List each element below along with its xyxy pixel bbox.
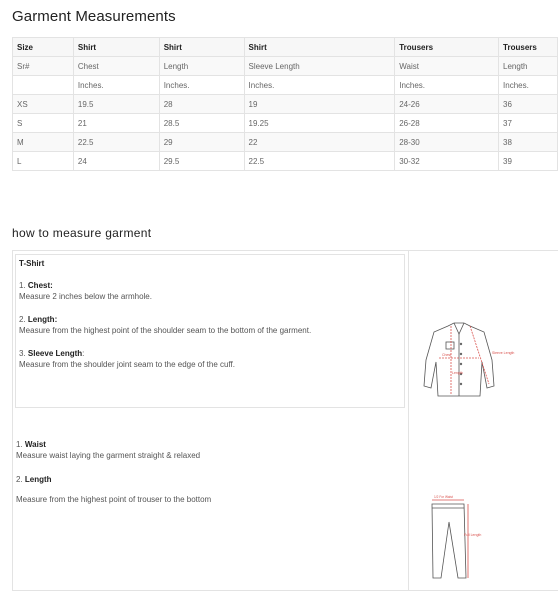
length-label: Length	[452, 371, 463, 375]
table-cell: L	[13, 152, 74, 171]
column-divider	[408, 250, 409, 591]
table-cell: 29	[159, 133, 244, 152]
table-cell: 37	[499, 114, 558, 133]
step-label-suffix: :	[82, 349, 85, 358]
header-cell: Trousers	[395, 38, 499, 57]
tshirt-step-sleeve	[19, 348, 235, 370]
table-cell: XS	[13, 95, 74, 114]
header-cell: Shirt	[159, 38, 244, 57]
step-description: Measure from the highest point of the shoulder seam to the bottom of the garment.	[19, 326, 312, 335]
size-chart-table	[12, 37, 558, 171]
sleeve-length-label: Sleeve Length	[492, 351, 515, 355]
step-label: Waist	[24, 440, 46, 449]
tshirt-step-length	[19, 314, 311, 336]
table-cell: Inches.	[159, 76, 244, 95]
table-header-row	[13, 38, 558, 57]
table-cell: Inches.	[499, 76, 558, 95]
step-number: 1.	[19, 281, 26, 290]
table-cell: 22	[244, 133, 395, 152]
table-cell: 29.5	[159, 152, 244, 171]
table-cell: 22.5	[73, 133, 159, 152]
page-title: Garment Measurements	[12, 8, 176, 25]
step-description: Measure 2 inches below the armhole.	[19, 292, 152, 301]
step-number: 2.	[19, 315, 26, 324]
table-row	[13, 114, 558, 133]
table-row	[13, 76, 558, 95]
table-cell: 24-26	[395, 95, 499, 114]
tshirt-step-chest	[19, 280, 152, 302]
trouser-measure-illustration	[424, 494, 484, 580]
table-cell: 28	[159, 95, 244, 114]
step-label: Length:	[27, 315, 58, 324]
step-number: 3.	[19, 349, 26, 358]
header-cell: Shirt	[244, 38, 395, 57]
step-label: Sleeve Length	[27, 349, 83, 358]
step-description: Measure waist laying the garment straight & relaxed	[16, 451, 201, 460]
measure-guide-heading: how to measure garment	[12, 226, 152, 240]
header-cell: Trousers	[499, 38, 558, 57]
step-number: 2.	[16, 475, 23, 484]
table-cell: Sr#	[13, 57, 74, 76]
table-row	[13, 95, 558, 114]
table-cell: Inches.	[73, 76, 159, 95]
table-cell: 36	[499, 95, 558, 114]
step-label: Length	[24, 475, 52, 484]
table-cell: 28.5	[159, 114, 244, 133]
shirt-measure-illustration	[414, 320, 515, 400]
table-cell: 24	[73, 152, 159, 171]
table-cell: S	[13, 114, 74, 133]
table-cell: 39	[499, 152, 558, 171]
header-cell: Shirt	[73, 38, 159, 57]
table-cell: 19.25	[244, 114, 395, 133]
table-row	[13, 152, 558, 171]
table-cell: Waist	[395, 57, 499, 76]
step-label: Chest:	[27, 281, 53, 290]
tshirt-guide-title: T-Shirt	[19, 259, 45, 268]
table-cell: M	[13, 133, 74, 152]
table-cell: Length	[159, 57, 244, 76]
table-cell: 38	[499, 133, 558, 152]
waist-label: 1/2 For Waist	[434, 495, 453, 499]
header-cell: Size	[13, 38, 74, 57]
table-cell: 30-32	[395, 152, 499, 171]
table-cell: 28-30	[395, 133, 499, 152]
table-cell: Length	[499, 57, 558, 76]
table-cell	[13, 76, 74, 95]
table-cell: 26-28	[395, 114, 499, 133]
chest-label: Chest	[442, 353, 452, 357]
table-row	[13, 57, 558, 76]
trouser-step-waist	[16, 439, 200, 461]
trouser-step-length-description: Measure from the highest point of trouser to the bottom	[16, 495, 212, 504]
table-cell: Inches.	[395, 76, 499, 95]
trouser-step-length	[16, 474, 52, 485]
table-cell: Chest	[73, 57, 159, 76]
full-length-label: Full Length	[464, 533, 482, 537]
table-row	[13, 133, 558, 152]
step-number: 1.	[16, 440, 23, 449]
table-cell: 22.5	[244, 152, 395, 171]
table-cell: Sleeve Length	[244, 57, 395, 76]
table-cell: 19	[244, 95, 395, 114]
table-cell: 19.5	[73, 95, 159, 114]
step-description: Measure from the shoulder joint seam to the edge of the cuff.	[19, 360, 235, 369]
table-cell: 21	[73, 114, 159, 133]
table-cell: Inches.	[244, 76, 395, 95]
